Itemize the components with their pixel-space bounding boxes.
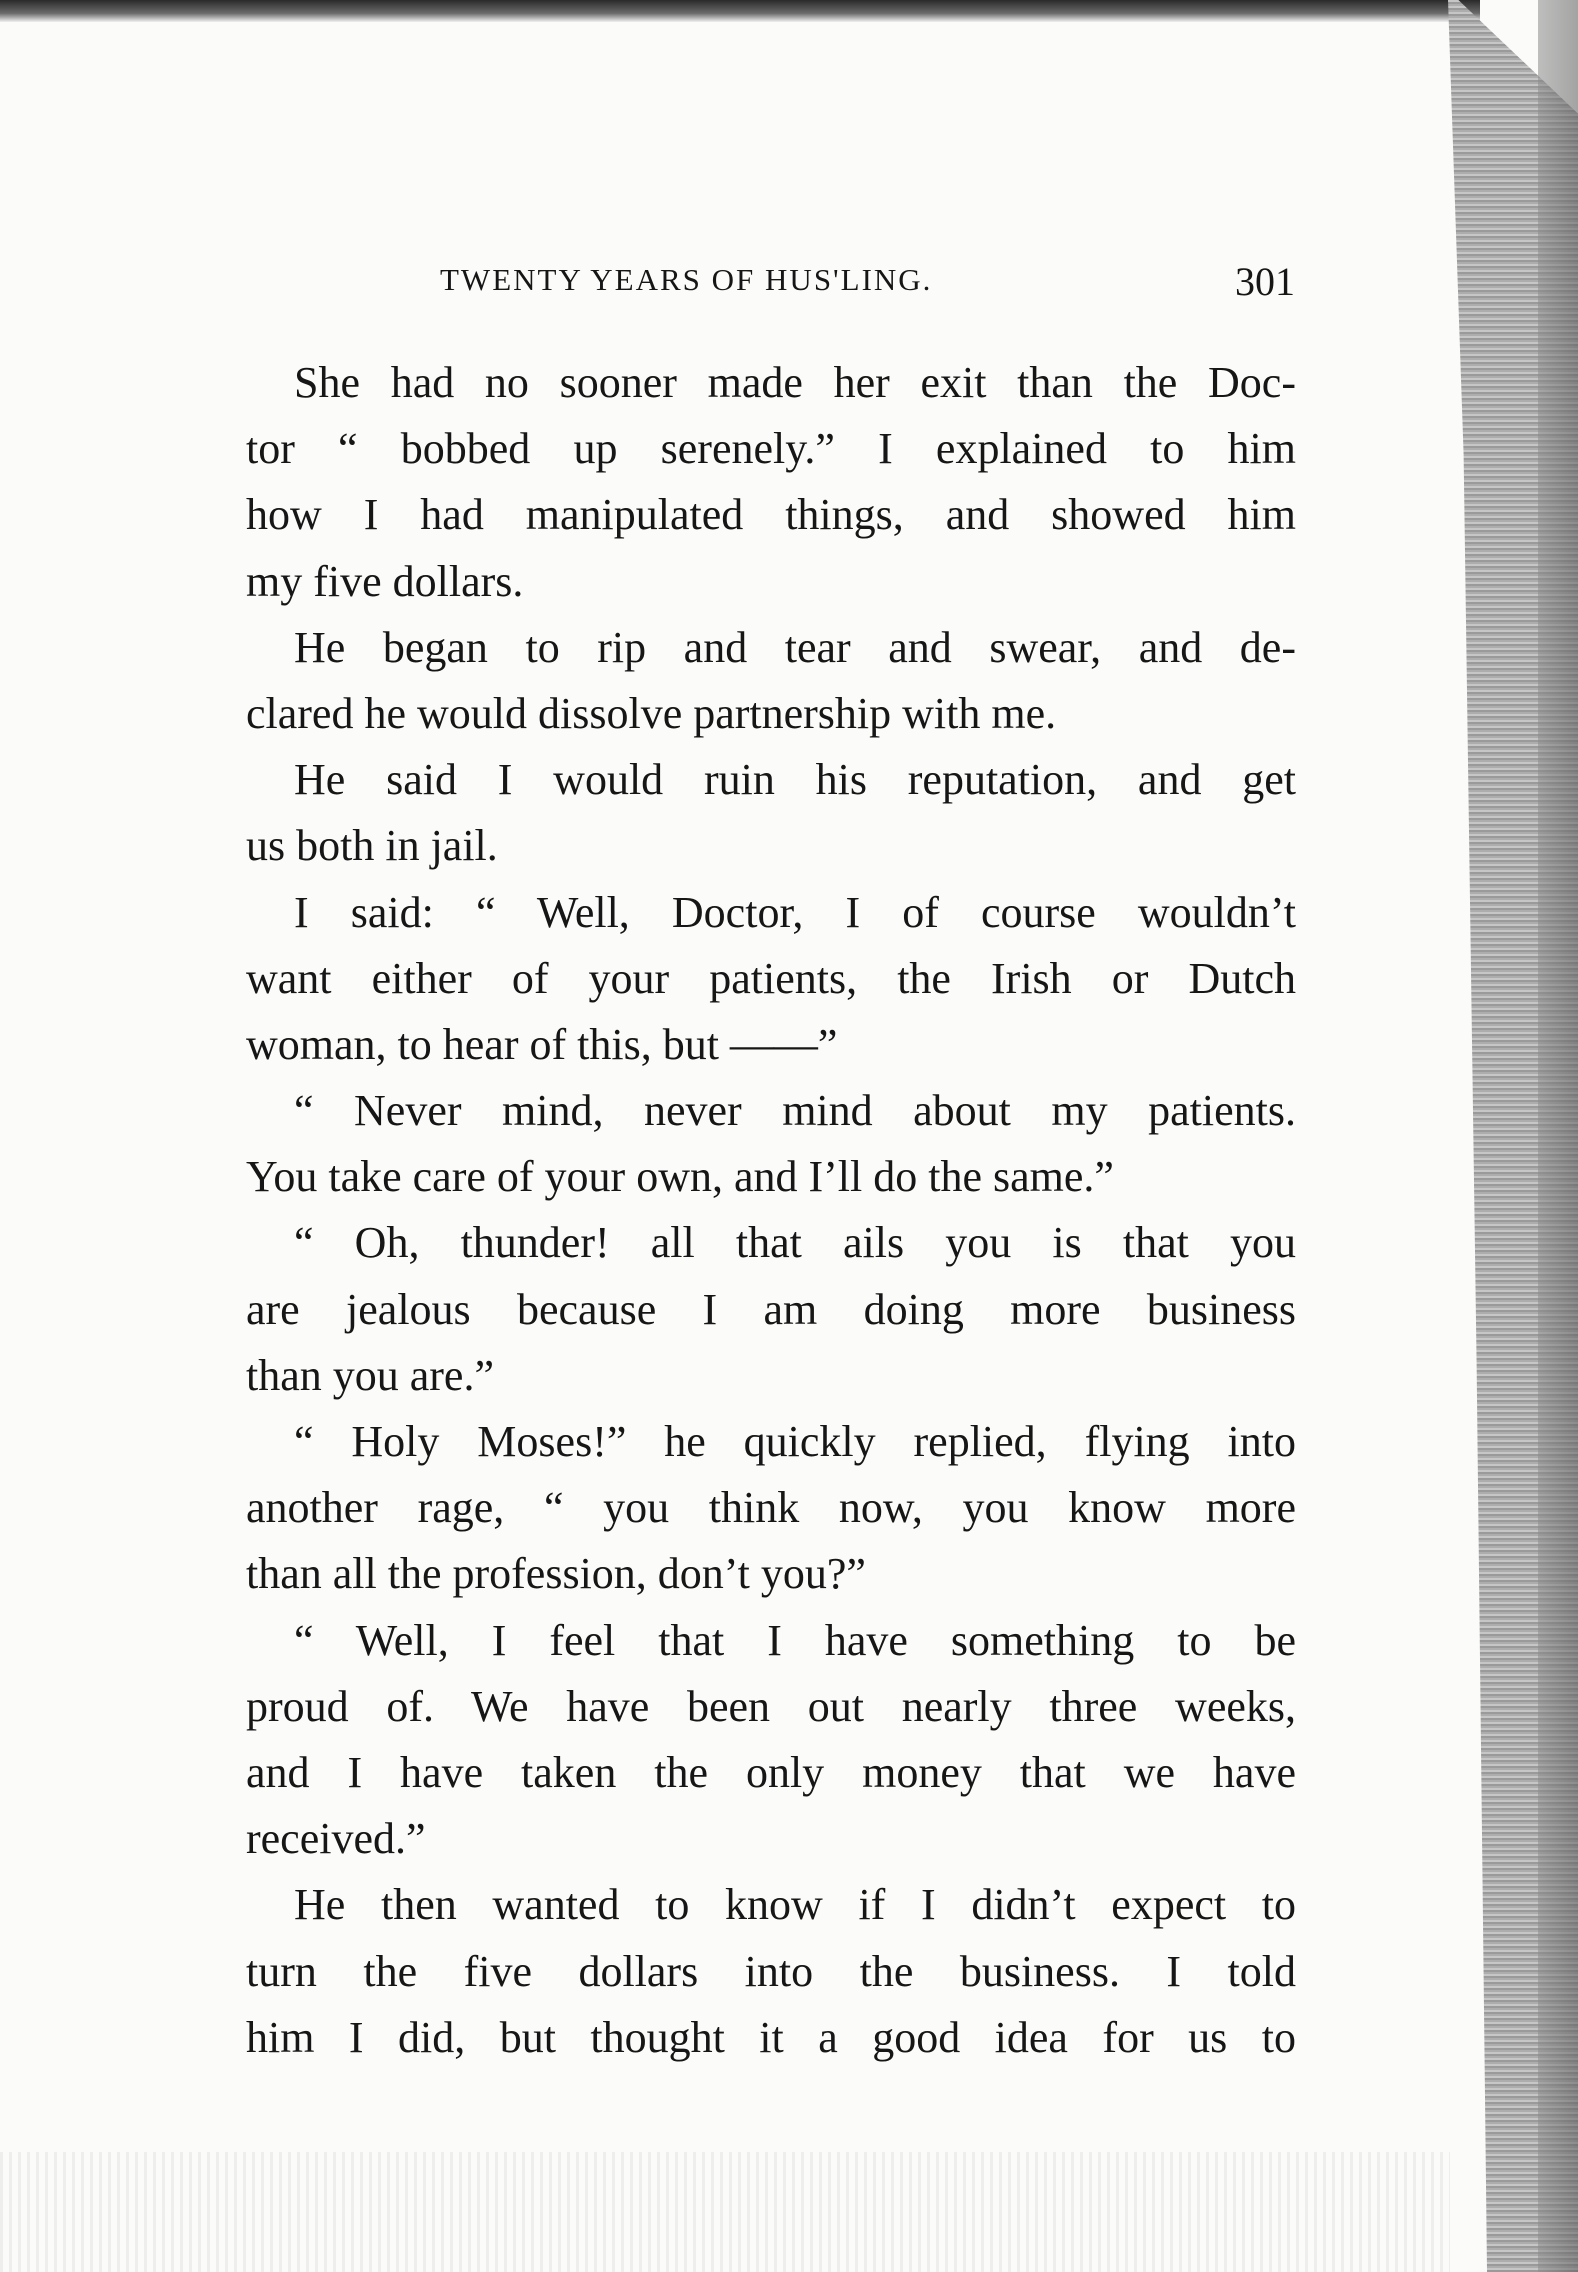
text-line: are jealous because I am doing more business <box>246 1284 1296 1334</box>
text-line: my five dollars. <box>246 556 524 606</box>
text-line: us both in jail. <box>246 821 498 871</box>
text-line: tor “ bobbed up serenely.” I explained to him <box>246 424 1296 474</box>
text-line: He began to rip and tear and swear, and de- <box>294 622 1296 672</box>
text-line: him I did, but thought it a good idea for us to <box>246 2012 1296 2062</box>
page-number: 301 <box>1235 259 1295 304</box>
page-header <box>440 259 1295 322</box>
text-line: “ Oh, thunder! all that ails you is that you <box>294 1218 1296 1268</box>
text-line: clared he would dissolve partnership with me. <box>246 688 1057 738</box>
text-line: another rage, “ you think now, you know more <box>246 1483 1296 1533</box>
running-title: TWENTY YEARS OF HUS'LING. <box>440 262 933 297</box>
text-line: than all the profession, don’t you?” <box>246 1549 866 1599</box>
text-line: than you are.” <box>246 1350 494 1400</box>
page-top-shadow <box>0 0 1480 22</box>
text-line: received.” <box>246 1814 426 1864</box>
text-line: “ Well, I feel that I have something to be <box>294 1615 1296 1665</box>
text-line: “ Holy Moses!” he quickly replied, flying into <box>294 1417 1296 1466</box>
text-line: He then wanted to know if I didn’t expect to <box>294 1880 1296 1930</box>
text-line: She had no sooner made her exit than the Doc- <box>294 358 1296 407</box>
body-text <box>246 350 1296 2071</box>
text-line: You take care of your own, and I’ll do the same.” <box>246 1152 1114 1202</box>
text-line: He said I would ruin his reputation, and get <box>294 755 1296 805</box>
page-edge-dark <box>1538 0 1578 2272</box>
text-line: and I have taken the only money that we have <box>246 1747 1296 1797</box>
text-line: “ Never mind, never mind about my patients. <box>294 1086 1296 1136</box>
text-line: I said: “ Well, Doctor, I of course wouldn’t <box>294 887 1296 937</box>
text-line: how I had manipulated things, and showed him <box>246 490 1296 540</box>
text-line: turn the five dollars into the business. I told <box>246 1946 1296 1996</box>
text-line: woman, to hear of this, but ——” <box>246 1019 838 1069</box>
scan-noise <box>0 2152 1450 2272</box>
text-line: proud of. We have been out nearly three weeks, <box>246 1681 1296 1731</box>
text-line: want either of your patients, the Irish or Dutch <box>246 953 1296 1003</box>
